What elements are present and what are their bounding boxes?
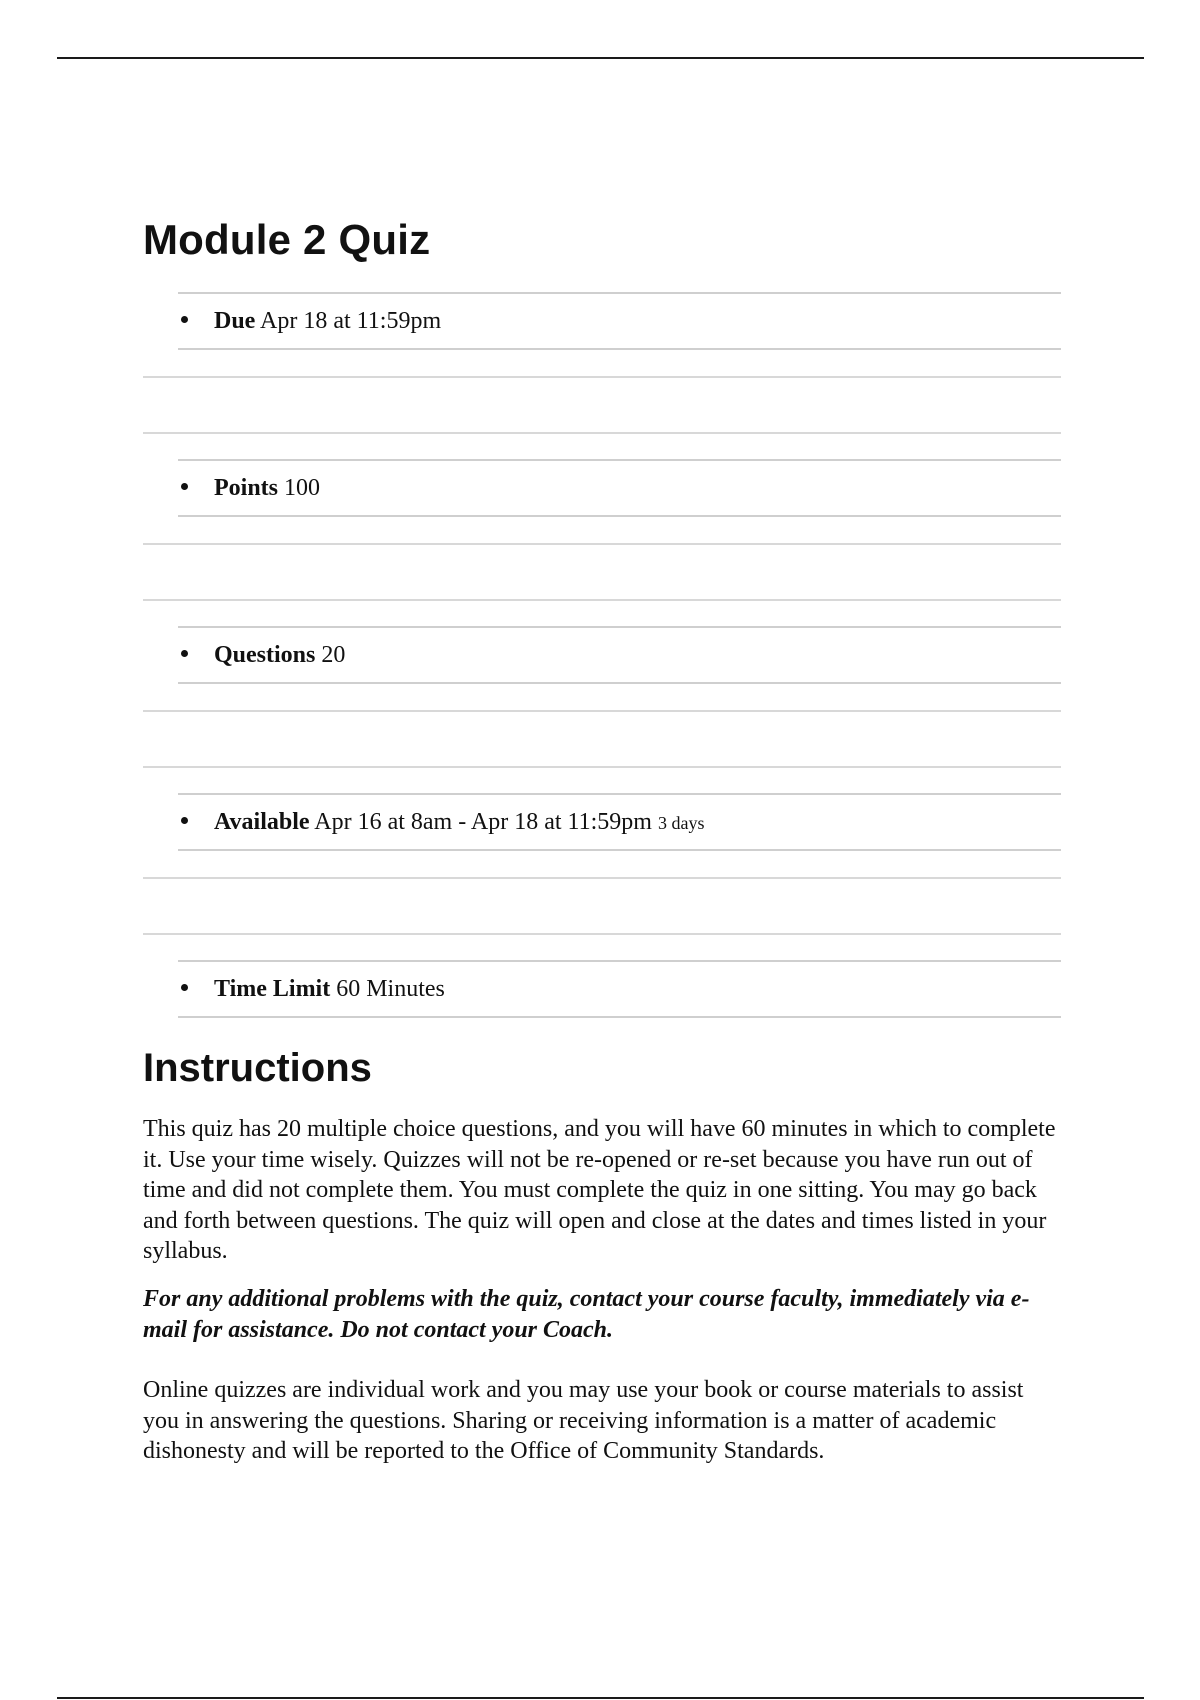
list-item [178,793,1061,851]
instructions-policy: Online quizzes are individual work and you may use your book or course materials to assist you in answering the questions. Sharing or receiving information is a matter of academic dishonesty and will be reported to the Office of Community Standards. [143,1377,1024,1464]
detail-label: Available [214,809,310,835]
detail-value: 20 [321,642,346,668]
detail-available [143,793,1061,849]
bullet-icon [181,316,188,323]
detail-due [143,292,1061,348]
detail-value: Apr 16 at 8am - Apr 18 at 11:59pm [314,809,652,835]
detail-label: Points [214,475,279,501]
instructions-paragraph: This quiz has 20 multiple choice questions, and you will have 60 minutes in which to complete it. Use your time wisely. Quizzes will not be re-opened or re-set because you have run out of time and did not complete them. You must complete the quiz in one sitting. You may go back and forth between questions. The quiz will open and close at the dates and times listed in your syllabus. [143,1116,1056,1264]
bullet-icon [181,817,188,824]
detail-text [214,473,320,503]
detail-value: 100 [284,475,321,501]
bullet-icon [181,483,188,490]
divider [143,710,1061,768]
detail-time-limit [143,960,1061,1016]
bullet-icon [181,984,188,991]
top-rule [57,57,1144,59]
detail-text [214,640,345,670]
page-title: Module 2 Quiz [143,216,431,263]
instructions-heading: Instructions [143,1046,372,1090]
detail-duration: 3 days [657,813,705,833]
bottom-rule [57,1697,1144,1699]
detail-value: Apr 18 at 11:59pm [260,308,442,334]
detail-label: Time Limit [214,976,331,1002]
bullet-icon [181,650,188,657]
detail-text [214,807,704,838]
detail-questions [143,626,1061,682]
detail-label: Due [214,308,256,334]
divider [143,376,1061,434]
list-item [178,459,1061,517]
detail-value: 60 Minutes [336,976,445,1002]
list-item [178,626,1061,684]
divider [143,877,1061,935]
detail-text [214,974,445,1004]
divider [143,543,1061,601]
instructions-notice: For any additional problems with the quiz, contact your course faculty, immediately via e-mail for assistance. Do not contact your Coach. [143,1286,1030,1343]
list-item [178,292,1061,350]
list-item [178,960,1061,1018]
detail-points [143,459,1061,515]
detail-label: Questions [214,642,316,668]
detail-text [214,306,441,336]
